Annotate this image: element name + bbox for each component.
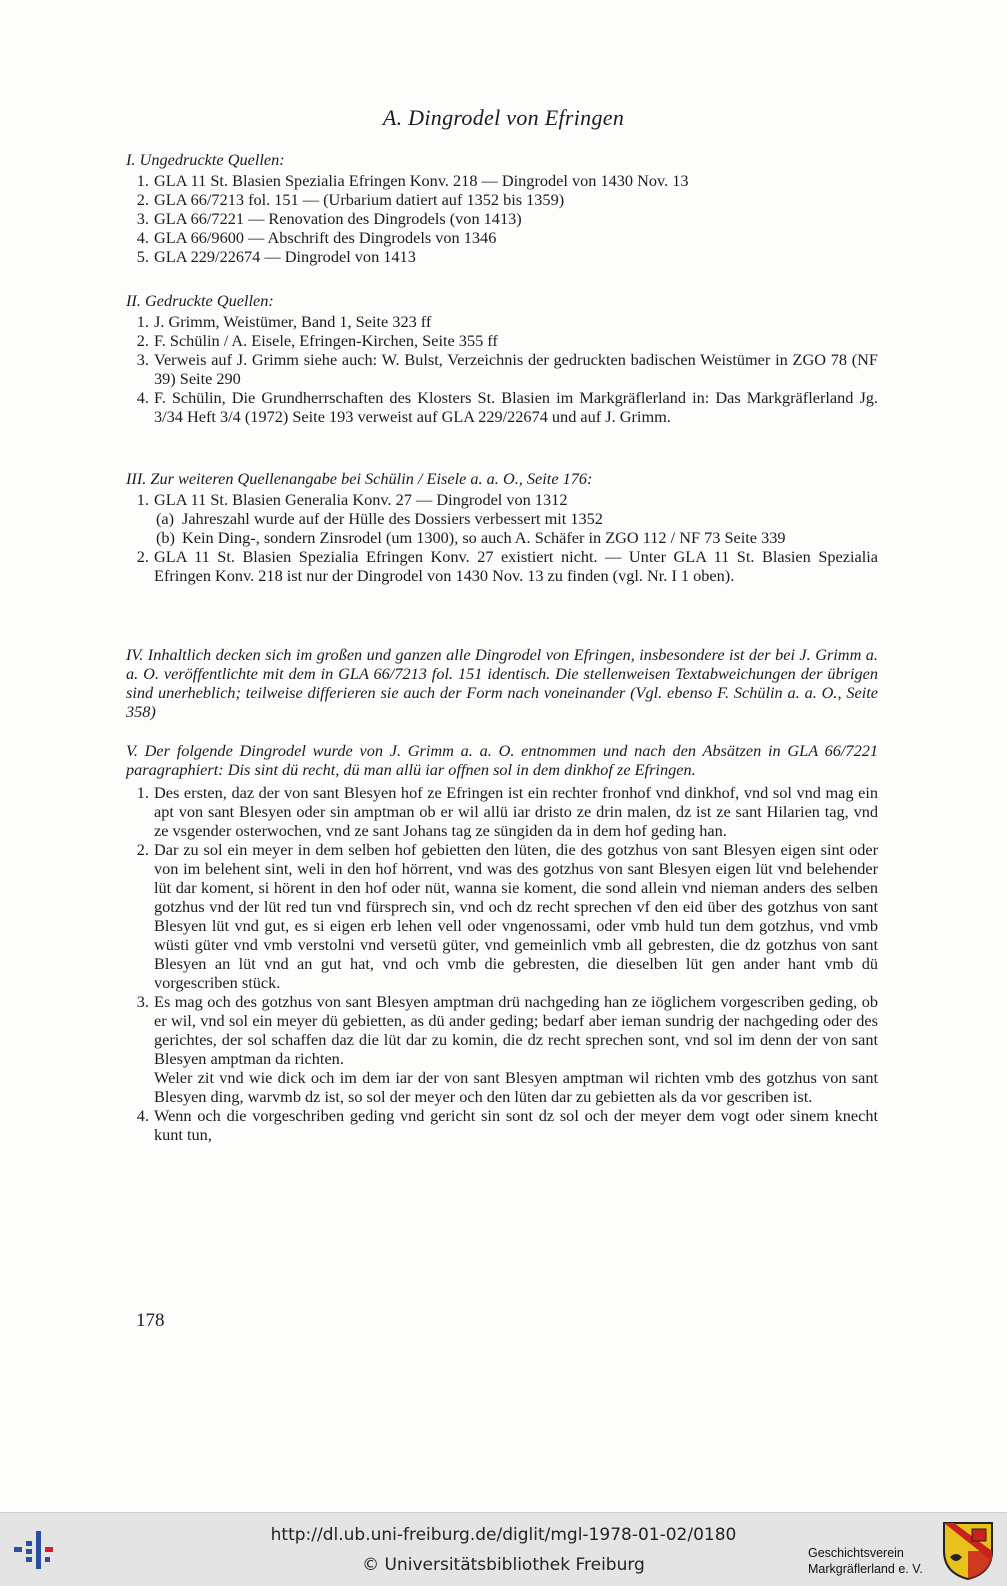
content-note-paragraph: IV. Inhaltlich decken sich im großen und ganzen alle Dingrodel von Efringen, insbesondere ist der bei J. Grimm a. a. O. veröffentlichte mit dem in GLA 66/7213 fol. 151 identisch. Die stellenweisen Textabweichungen der übrigen sind unerheblich; teilweise differieren sie auch der Form nach voneinander (Vgl. ebenso F. Schülin a. a. O., Seite 358): [126, 645, 878, 721]
section-heading: II. Gedruckte Quellen:: [126, 291, 274, 310]
item-number: 3.: [136, 209, 149, 228]
society-name-line: Markgräflerland e. V.: [808, 1562, 923, 1576]
item-number: 1.: [136, 490, 149, 509]
list-item: [126, 1106, 878, 1144]
list-item: [126, 209, 878, 228]
item-text: [154, 1106, 878, 1144]
item-text: [154, 840, 878, 992]
source-url-link[interactable]: http://dl.ub.uni-freiburg.de/diglit/mgl-1978-01-02/0180: [270, 1525, 737, 1545]
sub-item-text: Jahreszahl wurde auf der Hülle des Dossiers verbessert mit 1352: [182, 509, 603, 528]
list-item: [126, 992, 878, 1106]
list-item: [126, 247, 878, 266]
item-number: 1.: [136, 783, 149, 802]
sub-item-text: Kein Ding-, sondern Zinsrodel (um 1300), so auch A. Schäfer in ZGO 112 / NF 73 Seite 339: [182, 528, 786, 547]
source-list: [126, 171, 878, 266]
page-number: 178: [136, 1310, 165, 1331]
section-further-sources: [126, 469, 878, 585]
sub-item: [156, 509, 878, 528]
paragraph-text: Des ersten, daz der von sant Blesyen hof ze Efringen ist ein rechter fronhof vnd dinkhof, vnd sol vnd mag ein apt von sant Blesyen oder sin amptman ob er wil allü iar dristo ze drin malen, dz ist ze sant Hilarien tag, vnd ze vsgender osterwochen, vnd ze sant Johans tag ze süngiden da in dem hof geding han.: [154, 783, 878, 840]
paragraph-text: Dar zu sol ein meyer in dem selben hof gebietten den lüten, die des gotzhus von sant Blesyen eigen sint oder von im belehent sint, weli in den hof hörrent, vnd was des gotzhus von sant Blesyen eigen lüt vnd belehender lüt dar koment, si hörent in den hof oder nüt, wanna sie koment, die sond allein vnd nieman anders des selben gotzhus vnd der lüt red tun vnd fürsprech sin, vnd och dz recht sprechen vf den eid über des gotzhus von sant Blesyen lüt vnd gut, es si eigen erb lehen vell oder vngenossami, oder vmb huld tun dem gotzhus, vnd vmb wüsti güter vnd vmb verstolni vnd versetü güter, vnd gemeinlich vmb all gebresten, die dz gotzhus von sant Blesyen an lüt vnd an gut hat, vnd och vmb die gebresten, die dieselben lüt gen ander hant vmb dü vorgescriben stück.: [154, 840, 878, 992]
item-text: GLA 229/22674 — Dingrodel von 1413: [154, 247, 416, 266]
society-name-line: Geschichtsverein: [808, 1546, 904, 1560]
item-text: GLA 66/7221 — Renovation des Dingrodels (von 1413): [154, 209, 522, 228]
item-number: 2.: [136, 190, 149, 209]
item-number: 2.: [136, 547, 149, 566]
section-heading: I. Ungedruckte Quellen:: [126, 150, 285, 169]
item-number: 4.: [136, 1106, 149, 1125]
item-number: 4.: [136, 388, 149, 407]
coat-of-arms-icon[interactable]: [942, 1521, 994, 1581]
item-text: [154, 783, 878, 840]
section-heading: III. Zur weiteren Quellenangabe bei Schülin / Eisele a. a. O., Seite 176:: [126, 469, 593, 488]
section-unpublished-sources: [126, 150, 878, 266]
list-item: [126, 840, 878, 992]
item-number: 3.: [136, 992, 149, 1011]
item-number: 3.: [136, 350, 149, 369]
section-printed-sources: [126, 291, 878, 426]
list-item: [126, 312, 878, 331]
item-text: F. Schülin, Die Grundherrschaften des Klosters St. Blasien im Markgräflerland in: Das Markgräflerland Jg. 3/34 Heft 3/4 (1972) Seite 193 verweist auf GLA 229/22674 und auf J. Grimm.: [154, 388, 878, 426]
item-text: GLA 66/9600 — Abschrift des Dingrodels von 1346: [154, 228, 497, 247]
item-number: 4.: [136, 228, 149, 247]
copyright-text: © Universitätsbibliothek Freiburg: [362, 1555, 645, 1575]
sub-item-label: (a): [156, 509, 175, 528]
list-item: [126, 490, 878, 509]
item-text: F. Schülin / A. Eisele, Efringen-Kirchen, Seite 355 ff: [154, 331, 498, 350]
page-title: A. Dingrodel von Efringen: [382, 105, 625, 130]
list-item: [126, 388, 878, 426]
list-item: [126, 547, 878, 585]
section-content-note: [126, 645, 878, 721]
item-number: 1.: [136, 171, 149, 190]
item-text: J. Grimm, Weistümer, Band 1, Seite 323 ff: [154, 312, 432, 331]
item-text: Verweis auf J. Grimm siehe auch: W. Bulst, Verzeichnis der gedruckten badischen Weistümer in ZGO 78 (NF 39) Seite 290: [154, 350, 878, 388]
sub-item-label: (b): [156, 528, 175, 547]
sub-item: [156, 528, 878, 547]
item-text: [154, 992, 878, 1106]
dingrodel-intro: V. Der folgende Dingrodel wurde von J. Grimm a. a. O. entnommen und nach den Absätzen in GLA 66/7221 paragraphiert: Dis sint dü recht, dü man allü iar offnen sol in dem dinkhof ze Efringen.: [126, 741, 878, 779]
item-number: 1.: [136, 312, 149, 331]
paragraph-text: Wenn och die vorgeschriben geding vnd gericht sin sont dz sol och der meyer dem vogt oder sinem knecht kunt tun,: [154, 1106, 878, 1144]
source-list: [126, 490, 878, 585]
paragraph-text: Es mag och des gotzhus von sant Blesyen amptman drü nachgeding han ze iöglichem vorgescriben geding, ob er wil, vnd sol ein meyer dü gebietten, as dü ander geding; bedarf aber ieman sundrig der nachgeding oder des gerichtes, der sol schaffen daz die lüt dar zu komin, die dz recht sprechen sont, vnd sol im denn der von sant Blesyen amptman da richten.: [154, 992, 878, 1068]
list-item: [126, 783, 878, 840]
paragraph-text: Weler zit vnd wie dick och im dem iar der von sant Blesyen amptman wil richten vmb des gotzhus von sant Blesyen ding, warvmb dz ist, so sol der meyer och den lüten dar zu gebietten als da vor gescriben ist.: [154, 1068, 878, 1106]
list-item: [126, 171, 878, 190]
item-text: GLA 11 St. Blasien Spezialia Efringen Konv. 218 — Dingrodel von 1430 Nov. 13: [154, 171, 689, 190]
item-number: 5.: [136, 247, 149, 266]
society-name: [808, 1545, 923, 1577]
list-item: [126, 190, 878, 209]
list-item: [126, 228, 878, 247]
paragraph-list: [126, 783, 878, 1144]
list-item: [126, 331, 878, 350]
item-number: 2.: [136, 840, 149, 859]
item-text: GLA 11 St. Blasien Spezialia Efringen Konv. 27 existiert nicht. — Unter GLA 11 St. Blasien Spezialia Efringen Konv. 218 ist nur der Dingrodel von 1430 Nov. 13 zu finden (vgl. Nr. I 1 oben).: [154, 547, 878, 585]
section-dingrodel-text: [126, 741, 878, 1144]
source-list: [126, 312, 878, 426]
item-number: 2.: [136, 331, 149, 350]
item-text: GLA 11 St. Blasien Generalia Konv. 27 — Dingrodel von 1312: [154, 490, 568, 509]
footer-bar: [0, 1512, 1007, 1586]
item-text: GLA 66/7213 fol. 151 — (Urbarium datiert auf 1352 bis 1359): [154, 190, 565, 209]
list-item: [126, 350, 878, 388]
